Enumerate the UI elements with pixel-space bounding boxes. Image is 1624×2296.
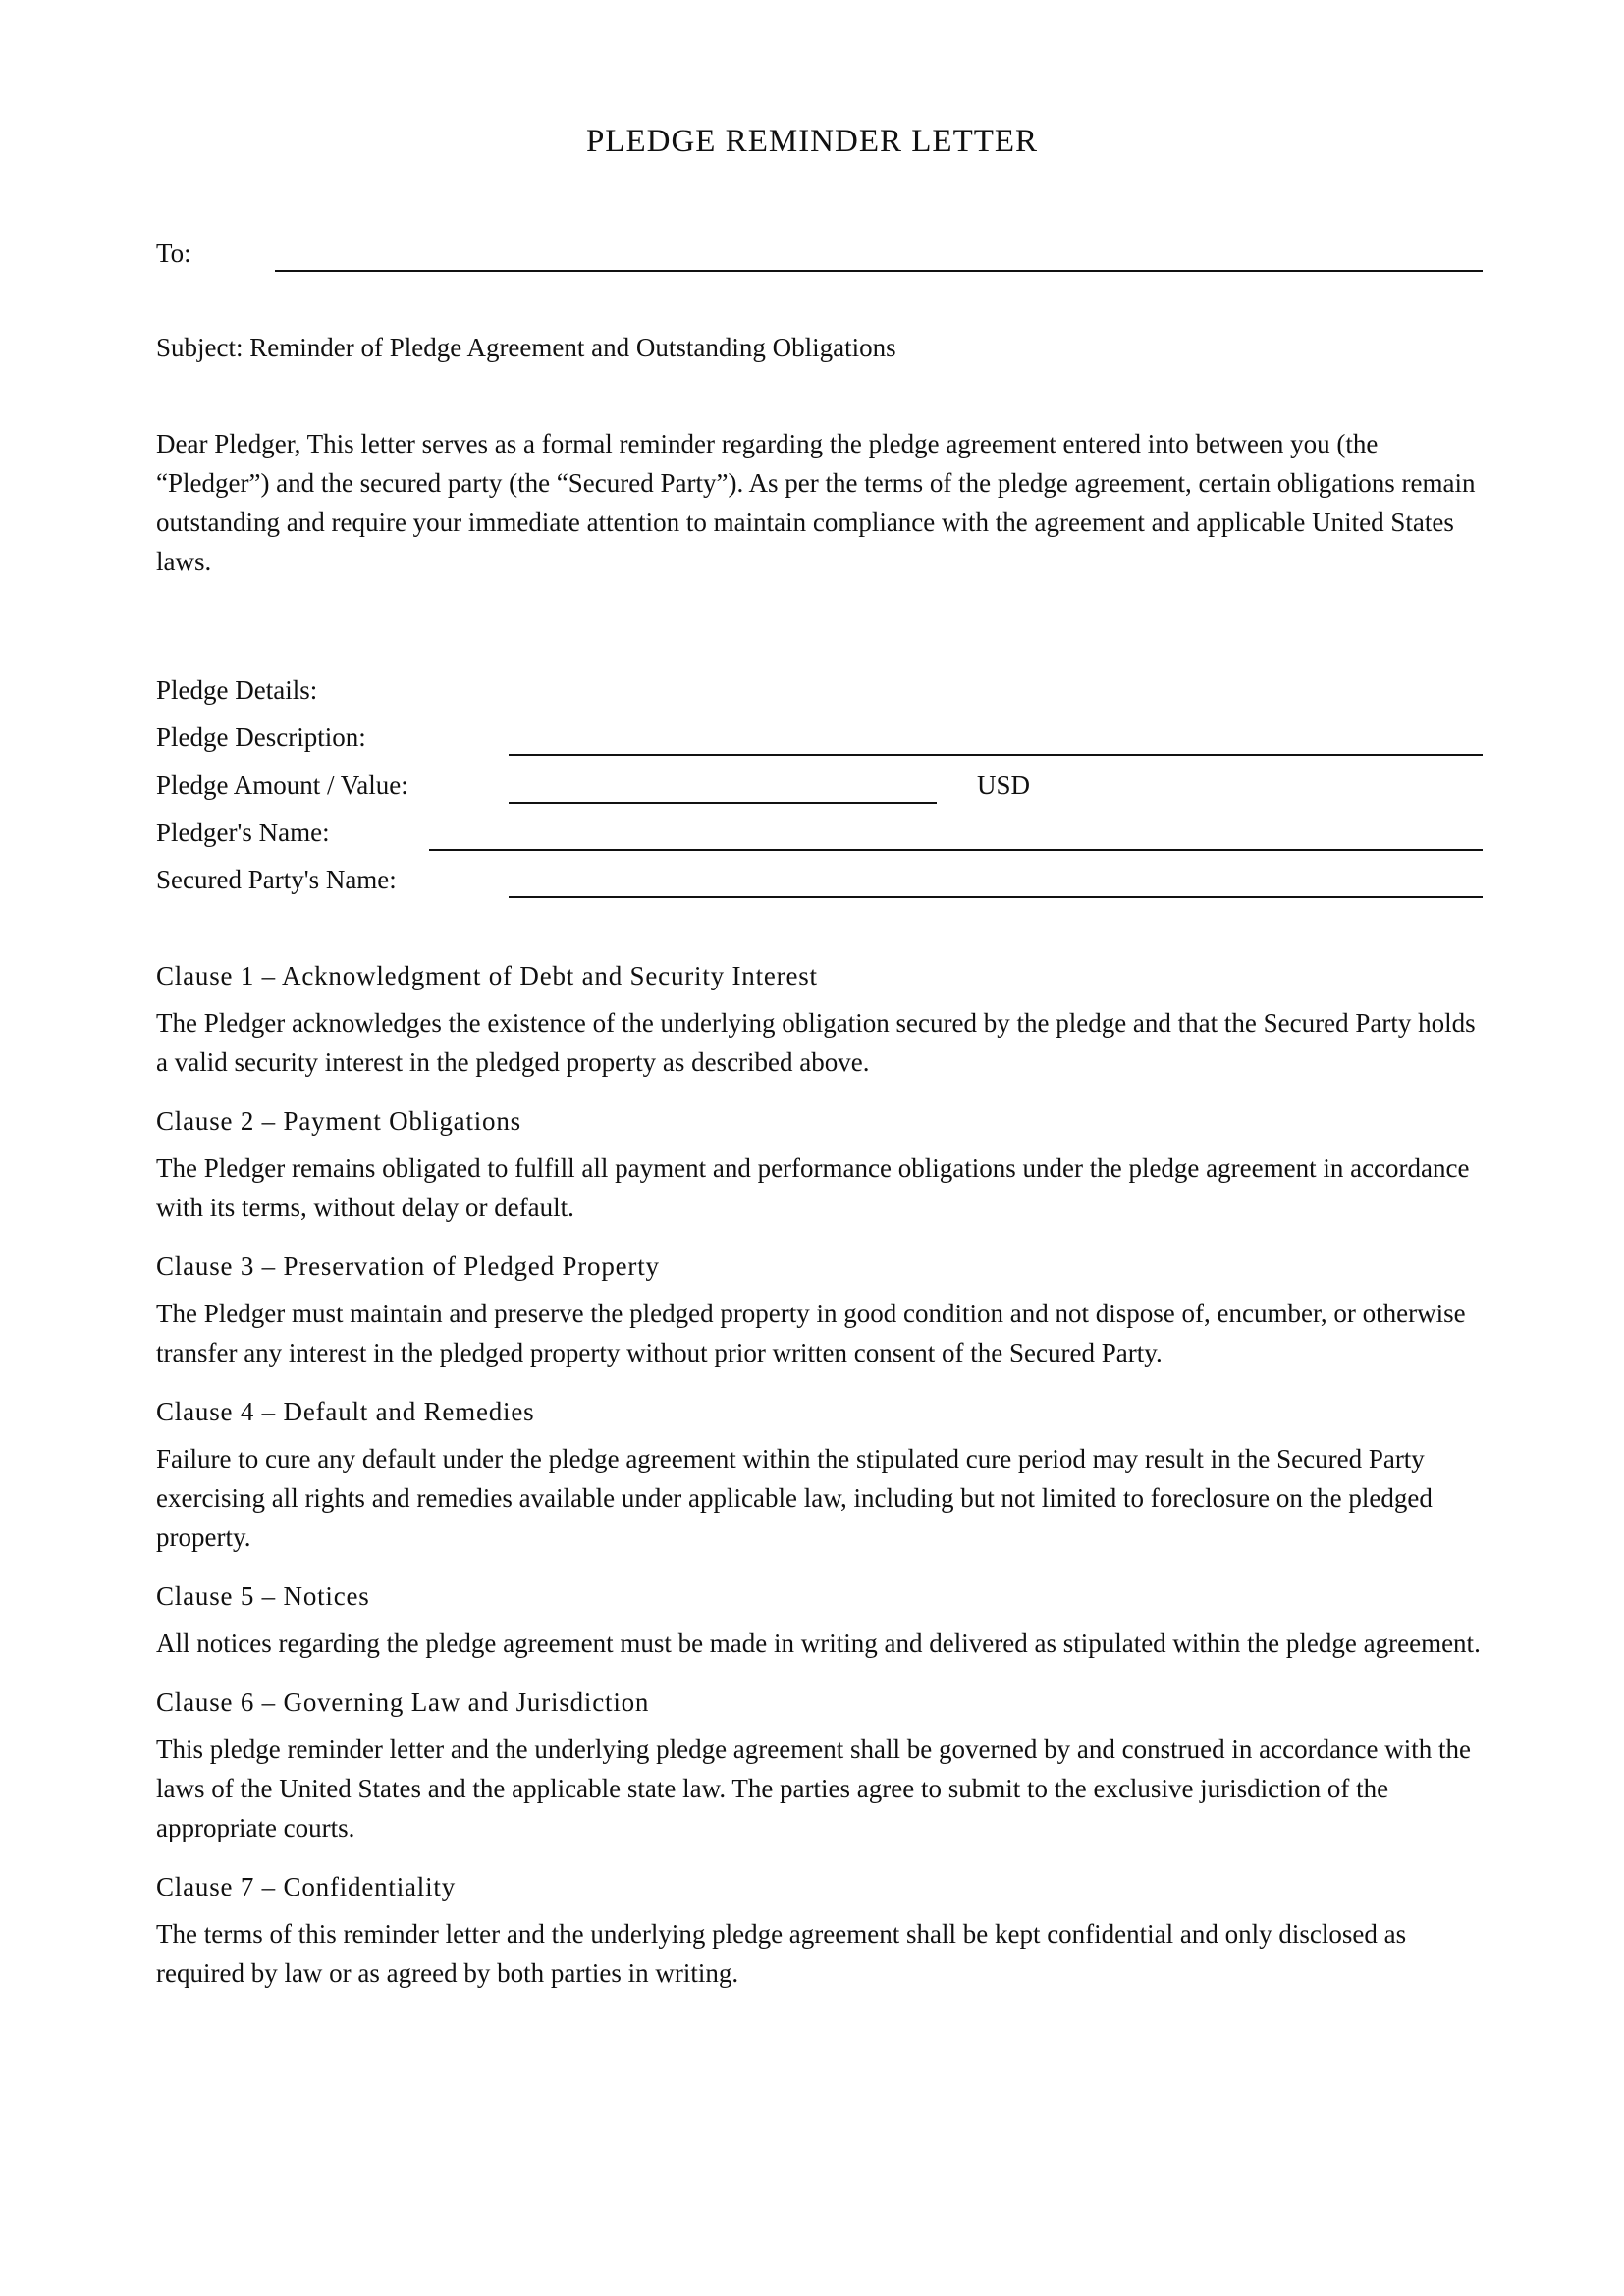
to-field-line[interactable] <box>275 270 1483 272</box>
clause-heading: Clause 3 – Preservation of Pledged Property <box>156 1252 660 1281</box>
to-label: To: <box>156 239 191 268</box>
clauses-section <box>156 958 1491 2014</box>
clause-6 <box>156 1684 1491 1847</box>
clause-heading: Clause 1 – Acknowledgment of Debt and Security Interest <box>156 961 818 990</box>
clause-text: The terms of this reminder letter and the underlying pledge agreement shall be kept confidential and only disclosed as required by law or as agreed by both parties in writing. <box>156 1919 1407 1988</box>
clause-2 <box>156 1103 1491 1227</box>
clause-text: The Pledger remains obligated to fulfill all payment and performance obligations under the pledge agreement in accordance with its terms, without delay or default. <box>156 1153 1470 1222</box>
clause-heading: Clause 6 – Governing Law and Jurisdiction <box>156 1687 650 1717</box>
clause-5 <box>156 1578 1491 1663</box>
pledge-description-label: Pledge Description: <box>156 722 366 752</box>
clause-heading: Clause 7 – Confidentiality <box>156 1872 457 1901</box>
clause-heading: Clause 2 – Payment Obligations <box>156 1106 521 1136</box>
pledge-description-field-line[interactable] <box>509 754 1483 756</box>
pledge-details-heading: Pledge Details: <box>156 675 318 705</box>
clause-7 <box>156 1869 1491 1993</box>
pledger-name-label: Pledger's Name: <box>156 818 330 847</box>
clause-text: All notices regarding the pledge agreement must be made in writing and delivered as stipulated within the pledge agreement. <box>156 1629 1481 1658</box>
secured-party-name-label: Secured Party's Name: <box>156 865 397 894</box>
currency-label: USD <box>977 771 1031 800</box>
pledge-amount-field-line[interactable] <box>509 802 937 804</box>
clause-heading: Clause 4 – Default and Remedies <box>156 1397 535 1426</box>
clause-4 <box>156 1394 1491 1557</box>
intro-paragraph: Dear Pledger, This letter serves as a formal reminder regarding the pledge agreement entered into between you (the “Pledger”) and the secured party (the “Secured Party”). As per the terms of the pledge agreement, certain obligations remain outstanding and require your immediate attention to maintain compliance with the agreement and applicable United States laws. <box>156 429 1476 576</box>
pledge-amount-label: Pledge Amount / Value: <box>156 771 408 800</box>
clause-text: This pledge reminder letter and the underlying pledge agreement shall be governed by and construed in accordance with the laws of the United States and the applicable state law. The parties agree to submit to the exclusive jurisdiction of the appropriate courts. <box>156 1735 1472 1842</box>
clause-1 <box>156 958 1491 1082</box>
clause-heading: Clause 5 – Notices <box>156 1581 370 1611</box>
pledger-name-field-line[interactable] <box>429 849 1483 851</box>
clause-text: The Pledger acknowledges the existence of the underlying obligation secured by the pledge and that the Secured Party holds a valid security interest in the pledged property as described above. <box>156 1008 1476 1077</box>
subject-line: Subject: Reminder of Pledge Agreement and Outstanding Obligations <box>156 333 896 362</box>
clause-text: Failure to cure any default under the pledge agreement within the stipulated cure period may result in the Secured Party exercising all rights and remedies available under applicable law, including but not limited to foreclosure on the pledged property. <box>156 1444 1433 1552</box>
document-title: PLEDGE REMINDER LETTER <box>585 124 1039 159</box>
clause-3 <box>156 1249 1491 1372</box>
secured-party-name-field-line[interactable] <box>509 896 1483 898</box>
clause-text: The Pledger must maintain and preserve the pledged property in good condition and not dispose of, encumber, or otherwise transfer any interest in the pledged property without prior written consent of the Secured Party. <box>156 1299 1466 1367</box>
